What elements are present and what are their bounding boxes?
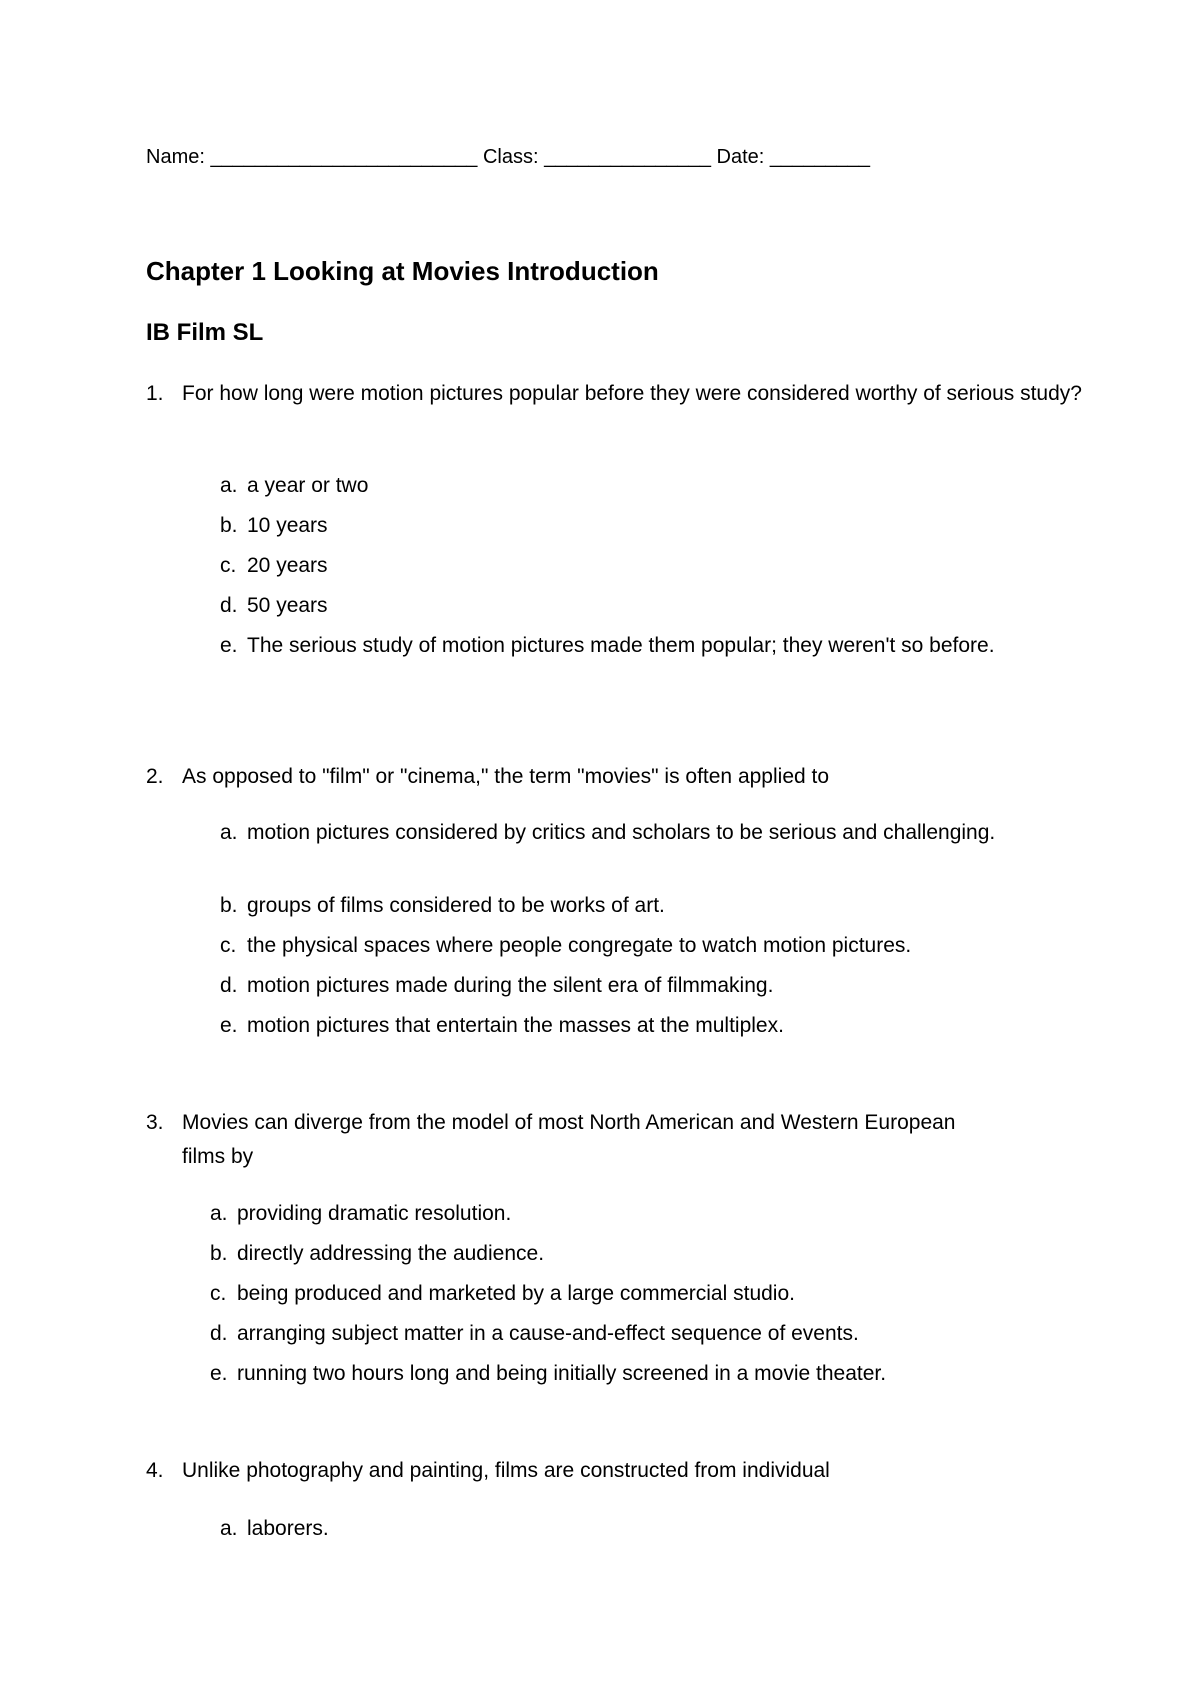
option-text: 50 years xyxy=(247,594,328,617)
option-letter: b. xyxy=(210,1242,228,1265)
option-text: running two hours long and being initially screened in a movie theater. xyxy=(237,1362,887,1385)
class-blank: _______________ xyxy=(544,146,711,168)
option-letter: d. xyxy=(220,974,238,997)
name-label: Name: xyxy=(146,146,205,168)
option-text: being produced and marketed by a large commercial studio. xyxy=(237,1282,795,1305)
option-text: motion pictures that entertain the masses at the multiplex. xyxy=(247,1014,784,1037)
option-letter: b. xyxy=(220,514,238,537)
option-letter: d. xyxy=(220,594,238,617)
option-text: the physical spaces where people congregate to watch motion pictures. xyxy=(247,934,912,957)
option-text: directly addressing the audience. xyxy=(237,1242,545,1265)
option-letter: a. xyxy=(220,474,238,497)
class-label: Class: xyxy=(482,146,539,168)
name-blank: ________________________ xyxy=(210,146,478,168)
option-letter: c. xyxy=(220,934,237,957)
date-blank: _________ xyxy=(769,146,871,168)
question-number: 4. xyxy=(146,1459,164,1482)
student-info-line xyxy=(146,146,870,169)
option-letter: c. xyxy=(220,554,237,577)
option-text: motion pictures considered by critics and scholars to be serious and challenging. xyxy=(247,821,996,844)
question-text: Unlike photography and painting, films are constructed from individual xyxy=(182,1459,830,1482)
page-title: Chapter 1 Looking at Movies Introduction xyxy=(146,256,659,286)
option-letter: e. xyxy=(210,1362,228,1385)
question-text: For how long were motion pictures popular before they were considered worthy of serious study? xyxy=(182,382,1082,405)
option-letter: d. xyxy=(210,1322,228,1345)
option-letter: b. xyxy=(220,894,238,917)
option-letter: e. xyxy=(220,634,238,657)
option-text: providing dramatic resolution. xyxy=(237,1202,512,1225)
option-text: 20 years xyxy=(247,554,328,577)
option-letter: a. xyxy=(210,1202,228,1225)
question-number: 2. xyxy=(146,765,164,788)
option-text: groups of films considered to be works of art. xyxy=(247,894,665,917)
option-text: a year or two xyxy=(247,474,369,497)
question-text: Movies can diverge from the model of most North American and Western European films by xyxy=(182,1111,956,1168)
question-text: As opposed to "film" or "cinema," the term "movies" is often applied to xyxy=(182,765,830,788)
option-text: arranging subject matter in a cause-and-effect sequence of events. xyxy=(237,1322,859,1345)
option-letter: a. xyxy=(220,1517,238,1540)
option-letter: c. xyxy=(210,1282,227,1305)
option-letter: e. xyxy=(220,1014,238,1037)
option-text: 10 years xyxy=(247,514,328,537)
course-subtitle: IB Film SL xyxy=(146,319,264,346)
question-number: 1. xyxy=(146,382,164,405)
question-number: 3. xyxy=(146,1111,164,1134)
option-text: The serious study of motion pictures made them popular; they weren't so before. xyxy=(247,634,995,657)
option-letter: a. xyxy=(220,821,238,844)
option-text: motion pictures made during the silent era of filmmaking. xyxy=(247,974,774,997)
option-text: laborers. xyxy=(247,1517,329,1540)
date-label: Date: xyxy=(716,146,765,168)
